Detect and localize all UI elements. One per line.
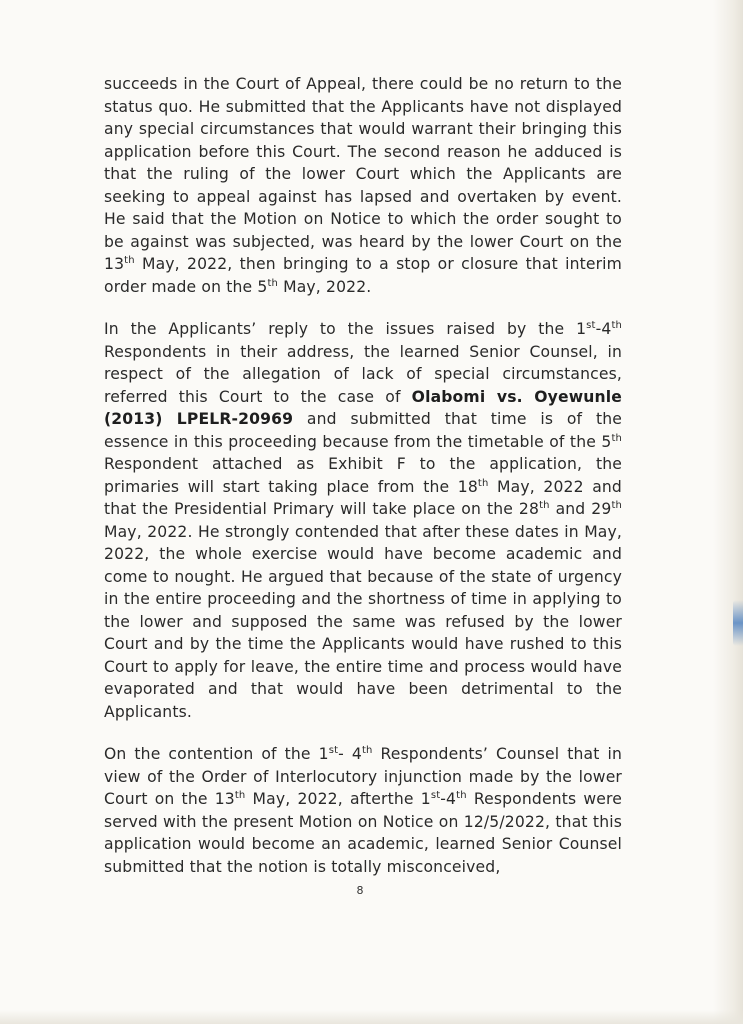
- paragraph-2: [104, 318, 622, 723]
- superscript: th: [234, 790, 246, 801]
- text-run: Respondents’ Counsel that in view of the Order of Interlocutory injunction made by the lower Court on the 13: [104, 745, 622, 808]
- superscript: th: [477, 477, 489, 489]
- superscript: th: [611, 432, 622, 444]
- text-run: succeeds in the Court of Appeal, there could be no return to the status quo. He submitted that the Applicants have not displayed any special circumstances that would warrant their bringing this application before this Court. The second reason he adduced is that the ruling of the lower Court which the Applicants are seeking to appeal against has lapsed and overtaken by event. He said that the Motion on Notice to which the order sought to be against was subjected, was heard by the lower Court on the 13: [104, 75, 622, 273]
- superscript: th: [611, 500, 622, 511]
- text-run: May, 2022 and that the Presidential Primary will take place on the 28: [104, 477, 622, 518]
- superscript: th: [267, 277, 278, 289]
- paragraph-3: [104, 743, 622, 878]
- text-run: -4: [595, 320, 612, 338]
- text-run: May, 2022.: [278, 277, 372, 296]
- text-run: May, 2022. He strongly contended that after these dates in May, 2022, the whole exercise would have become academic and come to nought. He argued that because of the state of urgency in the entire proceeding and the shortness of time in applying to the lower and supposed the same was refused by the lower Court and by the time the Applicants would have rushed to this Court to apply for leave, the entire time and process would have evaporated and that would have been detrimental to the Applicants.: [104, 522, 622, 721]
- text-run: May, 2022, afterthe 1: [245, 790, 431, 808]
- superscript: th: [611, 320, 622, 331]
- text-run: Respondents in their address, the learned Senior Counsel, in respect of the allegation of lack of special circumstances, referred this Court to the case of: [104, 342, 622, 406]
- blue-ink-mark: [733, 600, 743, 646]
- superscript: th: [539, 500, 550, 511]
- text-run: and 29: [549, 500, 612, 518]
- paragraph-1: [104, 73, 622, 298]
- text-run: and submitted that time is of the essence in this proceeding because from the timetable of the 5: [104, 410, 623, 451]
- superscript: st: [328, 745, 339, 756]
- text-run: In the Applicants’ reply to the issues raised by the 1: [104, 320, 587, 338]
- bottom-edge-shadow: [0, 1010, 743, 1024]
- document-body: [104, 73, 622, 898]
- page-number: 8: [356, 884, 364, 897]
- text-run: Respondent attached as Exhibit F to the application, the primaries will start taking place from the 18: [104, 455, 622, 496]
- case-citation: Olabomi vs. Oyewunle (2013) LPELR-20969: [104, 387, 622, 428]
- text-run: May, 2022, then bringing to a stop or closure that interim order made on the 5: [104, 255, 622, 296]
- text-run: -4: [440, 790, 457, 808]
- superscript: th: [361, 745, 373, 756]
- superscript: th: [456, 790, 467, 801]
- superscript: st: [430, 790, 441, 801]
- text-run: Respondents were served with the present Motion on Notice on 12/5/2022, that this application would become an academic, learned Senior Counsel submitted that the notion is totally misconceived,: [104, 790, 622, 876]
- text-run: On the contention of the 1: [104, 745, 329, 763]
- page-edge-shadow: [713, 0, 743, 1024]
- text-run: - 4: [338, 745, 362, 763]
- superscript: th: [124, 255, 135, 266]
- superscript: st: [586, 320, 596, 331]
